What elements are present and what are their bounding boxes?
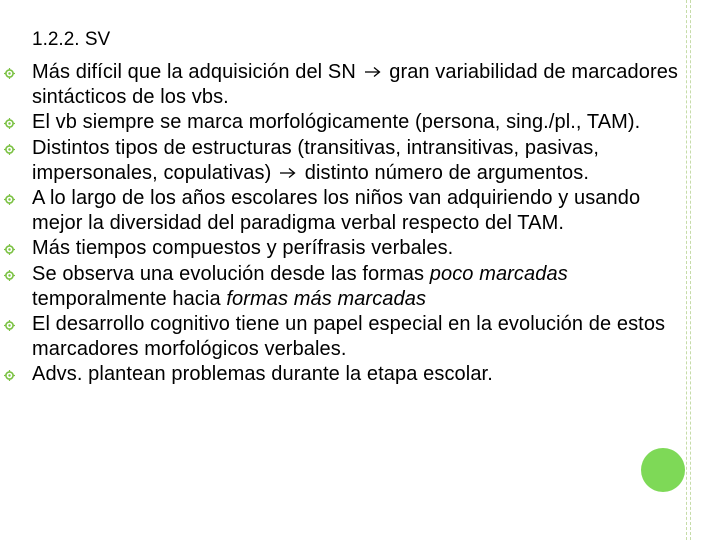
bullet-text-3a: Distintos tipos de estructuras (transitivas, intransitivas, pasivas, impersonales, copulativas): [32, 136, 600, 184]
arrow-right-icon: [279, 167, 297, 179]
bullet-list: [0, 60, 680, 388]
bullet-text-1a: Más difícil que la adquisición del SN: [32, 61, 356, 83]
bullet-text-3b: distinto número de argumentos.: [304, 161, 590, 184]
sun-bullet-icon: [4, 370, 15, 381]
bullet-item: [0, 110, 680, 135]
bullet-text-pre: Se observa una evolución desde las formas: [32, 262, 430, 285]
bullet-text: El desarrollo cognitivo tiene un papel especial en la evolución de estos marcadores morfológicos verbales.: [32, 313, 666, 361]
sun-bullet-icon: [4, 118, 15, 129]
bullet-text: Más tiempos compuestos y perífrasis verbales.: [32, 237, 454, 260]
bullet-item: [0, 136, 680, 186]
sun-bullet-icon: [4, 68, 15, 79]
bullet-item: [0, 312, 680, 362]
bullet-item: [0, 262, 680, 312]
bullet-text-emphasis: formas más marcadas: [226, 287, 427, 310]
bullet-item: [0, 186, 680, 236]
green-circle-decoration: [641, 448, 685, 492]
bullet-text: El vb siempre se marca morfológicamente (persona, sing./pl., TAM).: [32, 111, 641, 134]
bullet-item: [0, 362, 680, 387]
sun-bullet-icon: [4, 244, 15, 255]
section-heading: 1.2.2. SV: [32, 29, 111, 50]
bullet-text-1b: gran variabilidad de marcadores sintácticos de los vbs.: [32, 61, 679, 109]
bullet-text: A lo largo de los años escolares los niños van adquiriendo y usando mejor la diversidad del paradigma verbal respecto del TAM.: [32, 187, 641, 235]
right-border-decoration: [686, 0, 691, 540]
bullet-text-mid: temporalmente hacia: [32, 287, 227, 310]
sun-bullet-icon: [4, 194, 15, 205]
sun-bullet-icon: [4, 320, 15, 331]
sun-bullet-icon: [4, 270, 15, 281]
sun-bullet-icon: [4, 144, 15, 155]
bullet-item: [0, 236, 680, 261]
bullet-item: [0, 60, 680, 110]
arrow-right-icon: [364, 66, 382, 78]
bullet-text-emphasis: poco marcadas: [429, 262, 568, 285]
bullet-text: Advs. plantean problemas durante la etapa escolar.: [32, 363, 493, 386]
